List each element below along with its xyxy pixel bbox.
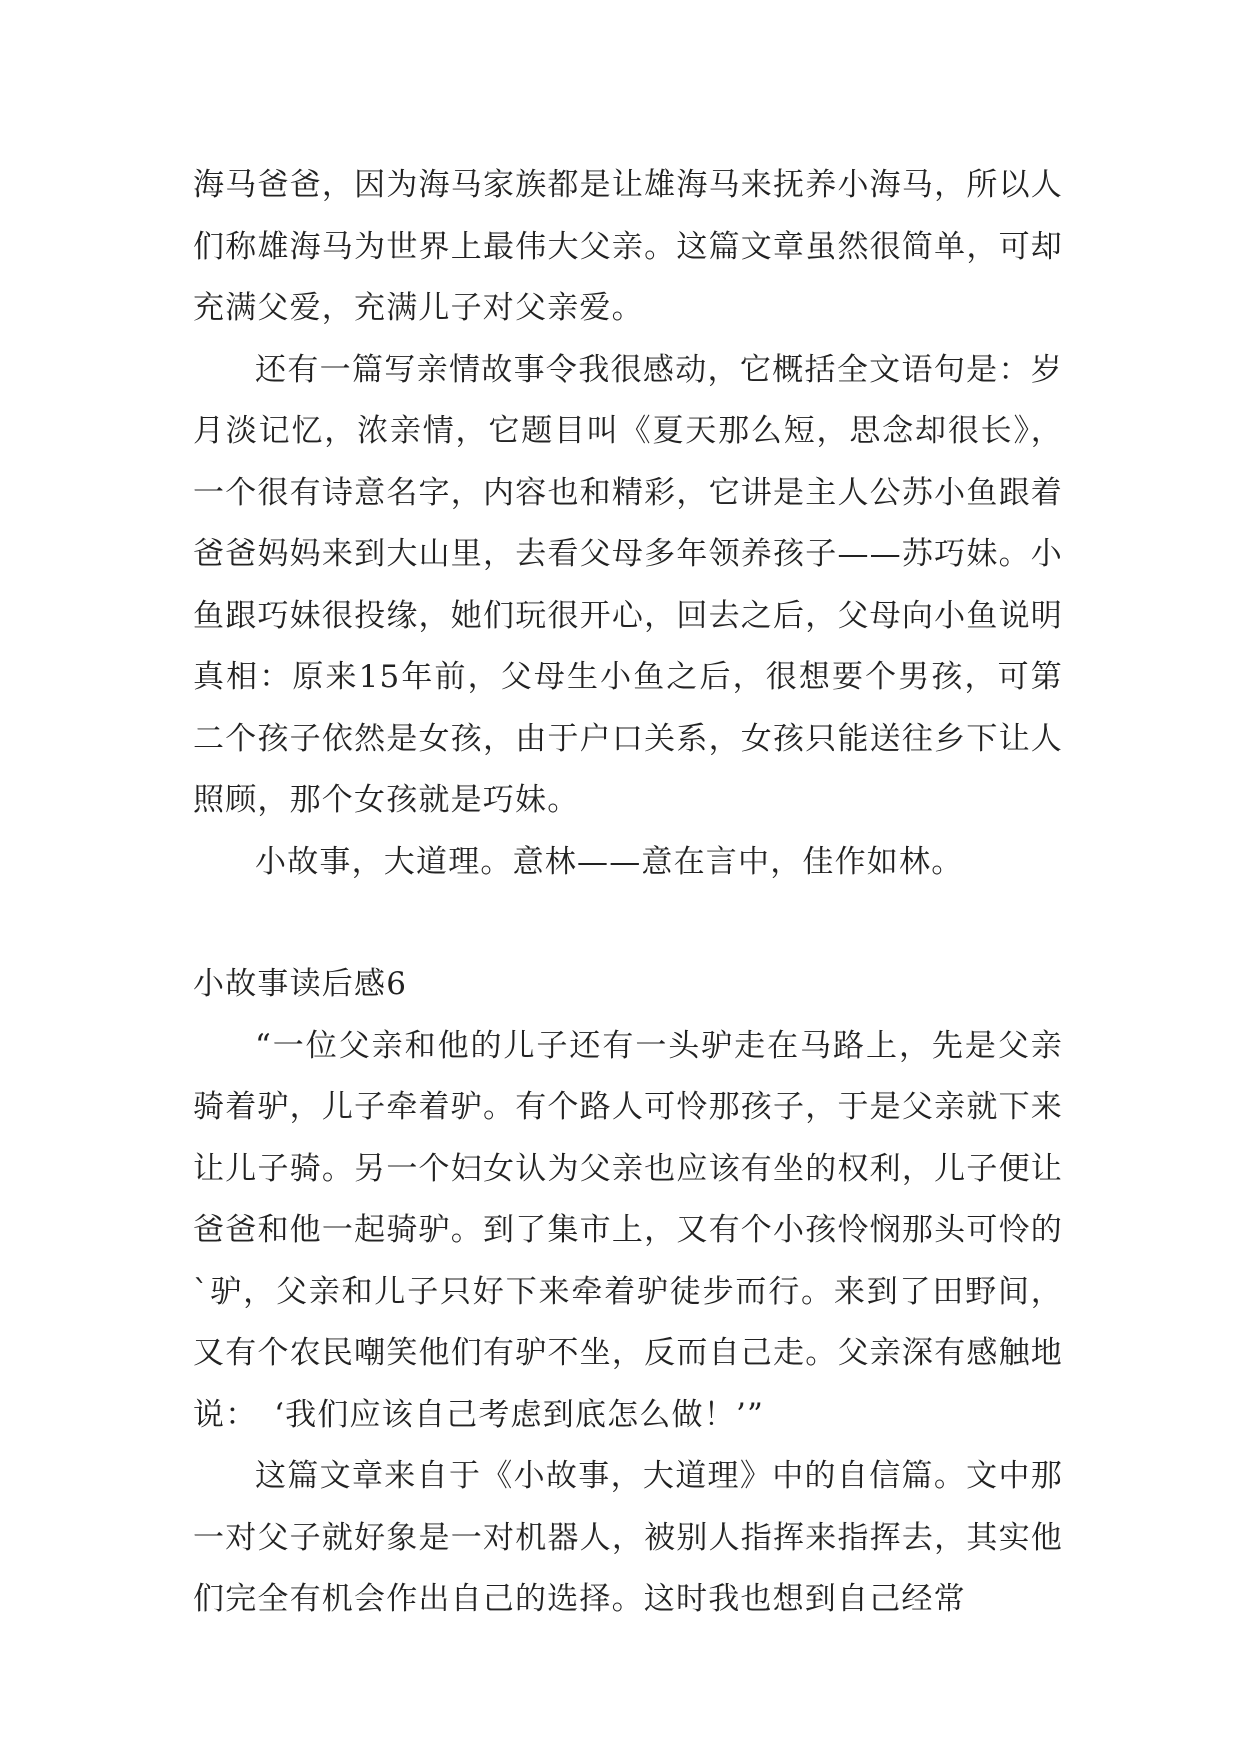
- paragraph-yilin-summary: 小故事，大道理。意林——意在言中，佳作如林。: [255, 843, 964, 880]
- section-spacer: [193, 893, 1063, 954]
- paragraph-reflection: 这篇文章来自于《小故事，大道理》中的自信篇。文中那一对父子就好象是一对机器人，被别人指挥来指挥去，其实他们完全有机会作出自己的选择。这时我也想到自己经常: [193, 1458, 1063, 1617]
- section-heading: 小故事读后感6: [193, 966, 408, 1002]
- document-page: [193, 155, 1063, 1631]
- paragraph-seahorse-father: 海马爸爸，因为海马家族都是让雄海马来抚养小海马，所以人们称雄海马为世界上最伟大父亲。这篇文章虽然很简单，可却充满父爱，充满儿子对父亲爱。: [193, 167, 1063, 326]
- paragraph-donkey-story: “一位父亲和他的儿子还有一头驴走在马路上，先是父亲骑着驴，儿子牵着驴。有个路人可怜那孩子，于是父亲就下来让儿子骑。另一个妇女认为父亲也应该有坐的权利，儿子便让爸爸和他一起骑驴。到了集市上，又有个小孩怜悯那头可怜的`驴，父亲和儿子只好下来牵着驴徒步而行。来到了田野间，又有个农民嘲笑他们有驴不坐，反而自己走。父亲深有感触地说： ‘我们应该自己考虑到底怎么做！’”: [193, 1027, 1063, 1433]
- paragraph-family-story: 还有一篇写亲情故事令我很感动，它概括全文语句是：岁月淡记忆，浓亲情，它题目叫《夏天那么短，思念却很长》，一个很有诗意名字，内容也和精彩，它讲是主人公苏小鱼跟着爸爸妈妈来到大山里，去看父母多年领养孩子——苏巧妹。小鱼跟巧妹很投缘，她们玩很开心，回去之后，父母向小鱼说明真相：原来15年前，父母生小鱼之后，很想要个男孩，可第二个孩子依然是女孩，由于户口关系，女孩只能送往乡下让人照顾，那个女孩就是巧妹。: [193, 351, 1063, 818]
